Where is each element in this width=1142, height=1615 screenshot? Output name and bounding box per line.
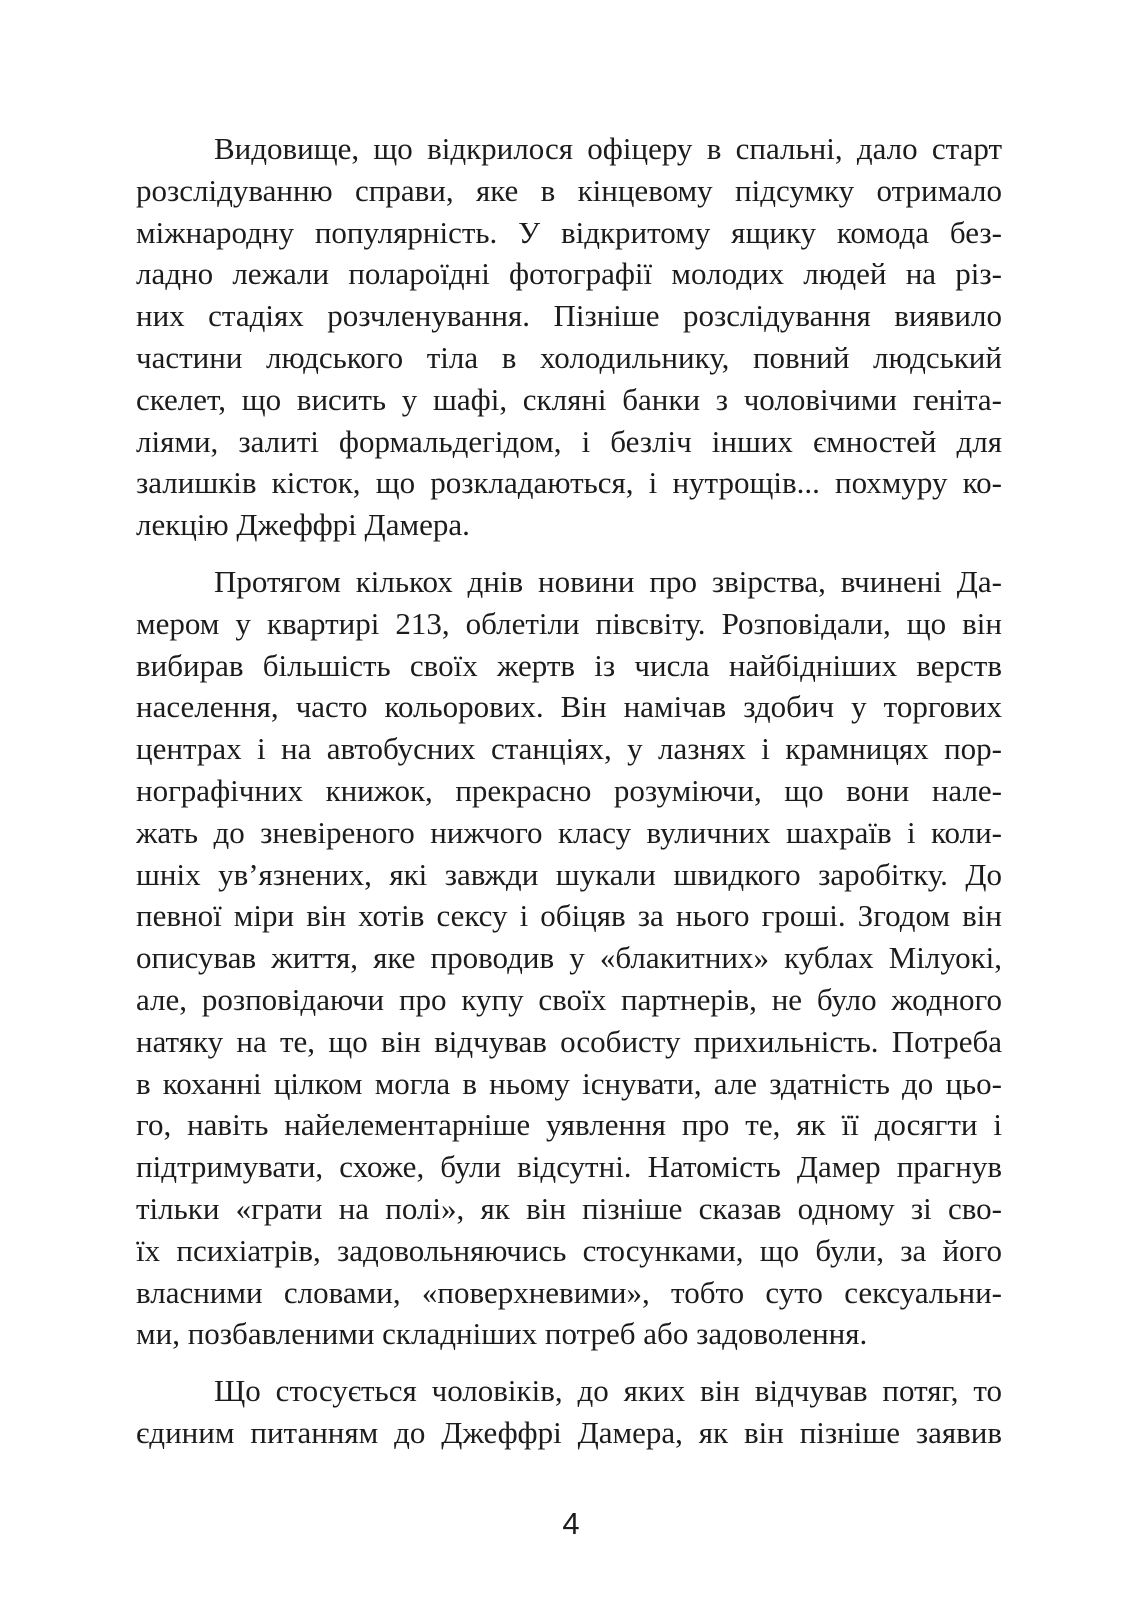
text-line: нографічних книжок, прекрасно розуміючи, що вони нале- [136, 772, 1002, 808]
text-line: в коханні цілком могла в ньому існувати, але здатність до цьо- [136, 1065, 1002, 1101]
text-line: центрах і на автобусних станціях, у лазнях і крамницях пор- [136, 731, 1002, 767]
paragraph-spacing [136, 1355, 1002, 1370]
page-number: 4 [562, 1506, 580, 1541]
text-line: них стадіях розчленування. Пізніше розслідування виявило [136, 298, 1002, 334]
text-line: ліями, залиті формальдегідом, і безліч інших ємностей для [136, 423, 1002, 459]
text-line: описував життя, яке проводив у «блакитних» кублах Мілуокі, [136, 940, 1002, 976]
text-line: жать до зневіреного нижчого класу вуличних шахраїв і коли- [136, 814, 1002, 850]
text-line: певної міри він хотів сексу і обіцяв за нього гроші. Згодом він [136, 898, 1002, 934]
text-line: власними словами, «поверхневими», тобто суто сексуальни- [136, 1274, 1002, 1310]
text-line: ладно лежали полароїдні фотографії молодих людей на різ- [136, 256, 1002, 292]
text-line: розслідуванню справи, яке в кінцевому підсумку отримало [136, 172, 1002, 208]
text-line: тільки «грати на полі», як він пізніше сказав одному зі сво- [136, 1190, 1002, 1226]
text-line: залишків кісток, що розкладаються, і нутрощів... похмуру ко- [136, 465, 1002, 501]
text-line: шніх ув’язнених, які завжди шукали швидкого заробітку. До [136, 856, 1002, 892]
paragraph-spacing [136, 546, 1002, 561]
text-line: але, розповідаючи про купу своїх партнерів, не було жодного [136, 981, 1002, 1017]
text-line: єдиним питанням до Джеффрі Дамера, як він пізніше заявив [136, 1414, 1002, 1450]
text-line: скелет, що висить у шафі, скляні банки з чоловічими геніта- [136, 381, 1002, 417]
text-line: їх психіатрів, задовольняючись стосунками, що були, за його [136, 1232, 1002, 1268]
text-line: натяку на те, що він відчував особисту прихильність. Потреба [136, 1023, 1002, 1059]
text-line: ми, позбавленими складніших потреб або задоволення. [136, 1316, 868, 1352]
text-line: Видовище, що відкрилося офіцеру в спальні, дало старт [214, 131, 1002, 166]
text-line: підтримувати, схоже, були відсутні. Натомість Дамер прагнув [136, 1149, 1002, 1185]
paragraph-1 [136, 128, 1002, 546]
text-line: Протягом кількох днів новини про звірства, вчинені Да- [214, 563, 1002, 599]
text-line: міжнародну популярність. У відкритому ящику комода без- [136, 214, 1002, 250]
body-text [136, 128, 1002, 1454]
text-line: лекцію Джеффрі Дамера. [136, 507, 470, 543]
text-line: го, навіть найелементарніше уявлення про те, як її досягти і [136, 1107, 1002, 1143]
text-line: мером у квартирі 213, облетіли півсвіту. Розповідали, що він [136, 605, 1002, 641]
text-line: Що стосується чоловіків, до яких він відчував потяг, то [214, 1373, 1002, 1409]
text-line: населення, часто кольорових. Він намічав здобич у торгових [136, 689, 1002, 725]
text-line: вибирав більшість своїх жертв із числа найбідніших верств [136, 647, 1002, 683]
text-line: частини людського тіла в холодильнику, повний людський [136, 339, 1002, 375]
paragraph-3 [136, 1370, 1002, 1454]
paragraph-2 [136, 561, 1002, 1355]
